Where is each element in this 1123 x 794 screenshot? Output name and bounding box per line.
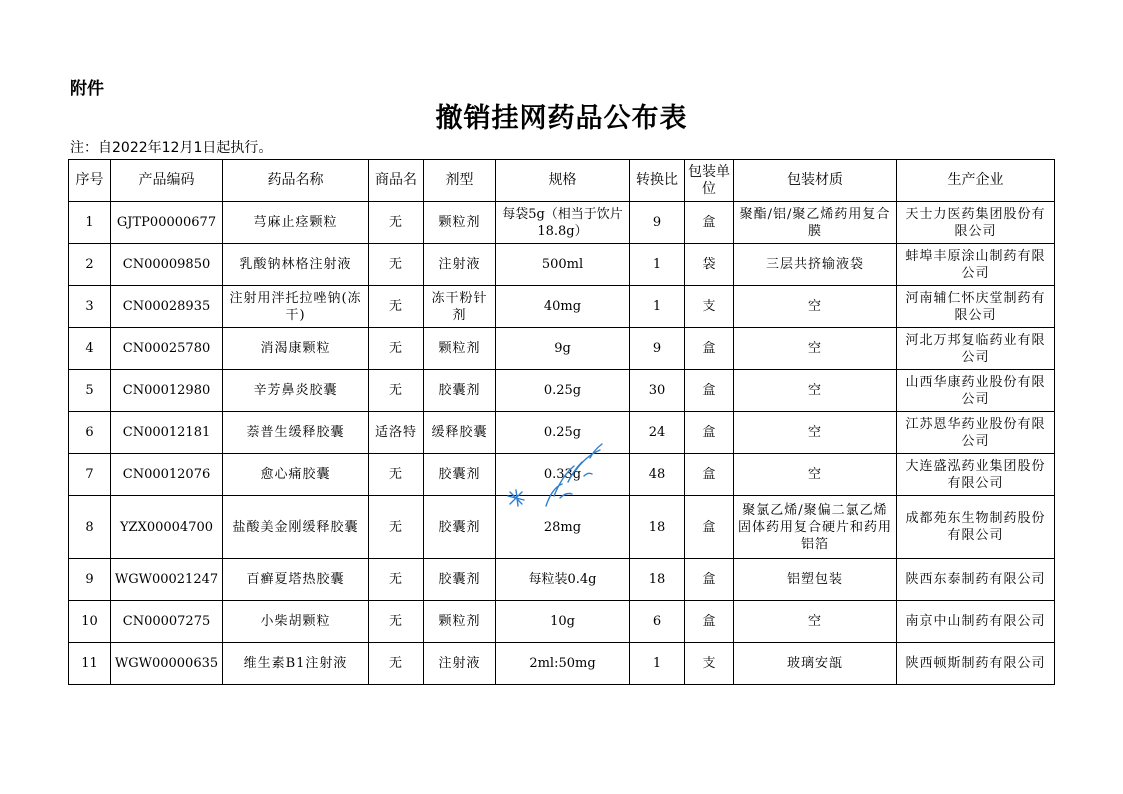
cell-ratio: 30 xyxy=(630,370,685,412)
cell-material: 空 xyxy=(734,454,897,496)
cell-unit: 盒 xyxy=(685,559,734,601)
col-header-no: 序号 xyxy=(69,160,111,202)
col-header-unit: 包装单位 xyxy=(685,160,734,202)
cell-spec: 28mg xyxy=(496,496,630,559)
cell-material: 空 xyxy=(734,412,897,454)
cell-ratio: 24 xyxy=(630,412,685,454)
col-header-material: 包装材质 xyxy=(734,160,897,202)
cell-code: CN00012980 xyxy=(111,370,223,412)
cell-no: 2 xyxy=(69,244,111,286)
cell-code: YZX00004700 xyxy=(111,496,223,559)
cell-no: 4 xyxy=(69,328,111,370)
cell-material: 聚酯/铝/聚乙烯药用复合膜 xyxy=(734,202,897,244)
cell-unit: 支 xyxy=(685,643,734,685)
attachment-label: 附件 xyxy=(70,79,104,99)
cell-maker: 大连盛泓药业集团股份有限公司 xyxy=(897,454,1055,496)
cell-no: 11 xyxy=(69,643,111,685)
cell-maker: 蚌埠丰原涂山制药有限公司 xyxy=(897,244,1055,286)
cell-no: 8 xyxy=(69,496,111,559)
cell-no: 5 xyxy=(69,370,111,412)
table-header-row xyxy=(69,160,1055,202)
cell-material: 玻璃安瓿 xyxy=(734,643,897,685)
cell-material: 空 xyxy=(734,328,897,370)
cell-trade: 无 xyxy=(369,643,424,685)
cell-spec: 500ml xyxy=(496,244,630,286)
cell-code: GJTP00000677 xyxy=(111,202,223,244)
cell-form: 颗粒剂 xyxy=(424,202,496,244)
table-row xyxy=(69,601,1055,643)
effective-date-note: 注：自2022年12月1日起执行。 xyxy=(70,140,273,156)
cell-ratio: 48 xyxy=(630,454,685,496)
cell-no: 9 xyxy=(69,559,111,601)
table-row xyxy=(69,328,1055,370)
cell-maker: 江苏恩华药业股份有限公司 xyxy=(897,412,1055,454)
cell-material: 铝塑包装 xyxy=(734,559,897,601)
cell-maker: 天士力医药集团股份有限公司 xyxy=(897,202,1055,244)
cell-ratio: 18 xyxy=(630,559,685,601)
drug-table xyxy=(68,159,1055,685)
cell-name: 百癣夏塔热胶囊 xyxy=(223,559,369,601)
cell-form: 注射液 xyxy=(424,244,496,286)
cell-trade: 无 xyxy=(369,601,424,643)
cell-unit: 盒 xyxy=(685,496,734,559)
cell-maker: 南京中山制药有限公司 xyxy=(897,601,1055,643)
cell-code: CN00025780 xyxy=(111,328,223,370)
cell-ratio: 1 xyxy=(630,286,685,328)
cell-trade: 无 xyxy=(369,496,424,559)
cell-trade: 适洛特 xyxy=(369,412,424,454)
cell-ratio: 9 xyxy=(630,328,685,370)
cell-trade: 无 xyxy=(369,286,424,328)
cell-material: 空 xyxy=(734,370,897,412)
table-row xyxy=(69,454,1055,496)
cell-unit: 支 xyxy=(685,286,734,328)
cell-form: 缓释胶囊 xyxy=(424,412,496,454)
cell-name: 小柴胡颗粒 xyxy=(223,601,369,643)
cell-spec: 40mg xyxy=(496,286,630,328)
table-row xyxy=(69,496,1055,559)
cell-name: 盐酸美金刚缓释胶囊 xyxy=(223,496,369,559)
col-header-code: 产品编码 xyxy=(111,160,223,202)
cell-no: 6 xyxy=(69,412,111,454)
cell-trade: 无 xyxy=(369,559,424,601)
cell-name: 注射用泮托拉唑钠(冻干) xyxy=(223,286,369,328)
cell-code: CN00012076 xyxy=(111,454,223,496)
cell-spec: 每袋5g（相当于饮片18.8g） xyxy=(496,202,630,244)
col-header-form: 剂型 xyxy=(424,160,496,202)
cell-form: 胶囊剂 xyxy=(424,454,496,496)
cell-maker: 河南辅仁怀庆堂制药有限公司 xyxy=(897,286,1055,328)
cell-code: CN00028935 xyxy=(111,286,223,328)
cell-no: 10 xyxy=(69,601,111,643)
cell-unit: 盒 xyxy=(685,328,734,370)
cell-maker: 河北万邦复临药业有限公司 xyxy=(897,328,1055,370)
cell-trade: 无 xyxy=(369,370,424,412)
cell-form: 胶囊剂 xyxy=(424,496,496,559)
cell-maker: 成都苑东生物制药股份有限公司 xyxy=(897,496,1055,559)
cell-spec: 9g xyxy=(496,328,630,370)
cell-material: 聚氯乙烯/聚偏二氯乙烯固体药用复合硬片和药用铝箔 xyxy=(734,496,897,559)
cell-no: 3 xyxy=(69,286,111,328)
cell-spec: 0.25g xyxy=(496,370,630,412)
cell-spec: 2ml:50mg xyxy=(496,643,630,685)
cell-maker: 山西华康药业股份有限公司 xyxy=(897,370,1055,412)
cell-material: 空 xyxy=(734,286,897,328)
cell-spec: 0.25g xyxy=(496,412,630,454)
cell-ratio: 18 xyxy=(630,496,685,559)
cell-trade: 无 xyxy=(369,244,424,286)
col-header-spec: 规格 xyxy=(496,160,630,202)
table-row xyxy=(69,286,1055,328)
cell-unit: 袋 xyxy=(685,244,734,286)
table-row xyxy=(69,559,1055,601)
col-header-trade: 商品名 xyxy=(369,160,424,202)
cell-unit: 盒 xyxy=(685,202,734,244)
cell-form: 颗粒剂 xyxy=(424,328,496,370)
cell-form: 胶囊剂 xyxy=(424,559,496,601)
cell-ratio: 1 xyxy=(630,244,685,286)
cell-unit: 盒 xyxy=(685,601,734,643)
table-row xyxy=(69,244,1055,286)
cell-name: 乳酸钠林格注射液 xyxy=(223,244,369,286)
cell-spec: 0.33g xyxy=(496,454,630,496)
table-row xyxy=(69,370,1055,412)
cell-name: 辛芳鼻炎胶囊 xyxy=(223,370,369,412)
col-header-maker: 生产企业 xyxy=(897,160,1055,202)
cell-spec: 10g xyxy=(496,601,630,643)
cell-unit: 盒 xyxy=(685,412,734,454)
cell-name: 消渴康颗粒 xyxy=(223,328,369,370)
cell-name: 愈心痛胶囊 xyxy=(223,454,369,496)
cell-ratio: 6 xyxy=(630,601,685,643)
cell-no: 1 xyxy=(69,202,111,244)
cell-form: 颗粒剂 xyxy=(424,601,496,643)
cell-ratio: 9 xyxy=(630,202,685,244)
cell-form: 冻干粉针剂 xyxy=(424,286,496,328)
cell-trade: 无 xyxy=(369,202,424,244)
col-header-ratio: 转换比 xyxy=(630,160,685,202)
cell-name: 萘普生缓释胶囊 xyxy=(223,412,369,454)
col-header-name: 药品名称 xyxy=(223,160,369,202)
cell-unit: 盒 xyxy=(685,454,734,496)
table-row xyxy=(69,643,1055,685)
cell-code: WGW00021247 xyxy=(111,559,223,601)
cell-no: 7 xyxy=(69,454,111,496)
cell-name: 芎麻止痉颗粒 xyxy=(223,202,369,244)
cell-maker: 陕西东泰制药有限公司 xyxy=(897,559,1055,601)
cell-trade: 无 xyxy=(369,328,424,370)
cell-code: CN00012181 xyxy=(111,412,223,454)
cell-ratio: 1 xyxy=(630,643,685,685)
cell-name: 维生素B1注射液 xyxy=(223,643,369,685)
cell-code: CN00007275 xyxy=(111,601,223,643)
cell-trade: 无 xyxy=(369,454,424,496)
cell-code: WGW00000635 xyxy=(111,643,223,685)
cell-form: 注射液 xyxy=(424,643,496,685)
cell-material: 三层共挤输液袋 xyxy=(734,244,897,286)
cell-maker: 陕西顿斯制药有限公司 xyxy=(897,643,1055,685)
cell-unit: 盒 xyxy=(685,370,734,412)
cell-code: CN00009850 xyxy=(111,244,223,286)
cell-form: 胶囊剂 xyxy=(424,370,496,412)
table-row xyxy=(69,202,1055,244)
cell-spec: 每粒装0.4g xyxy=(496,559,630,601)
page-title: 撤销挂网药品公布表 xyxy=(435,103,688,134)
table-row xyxy=(69,412,1055,454)
cell-material: 空 xyxy=(734,601,897,643)
